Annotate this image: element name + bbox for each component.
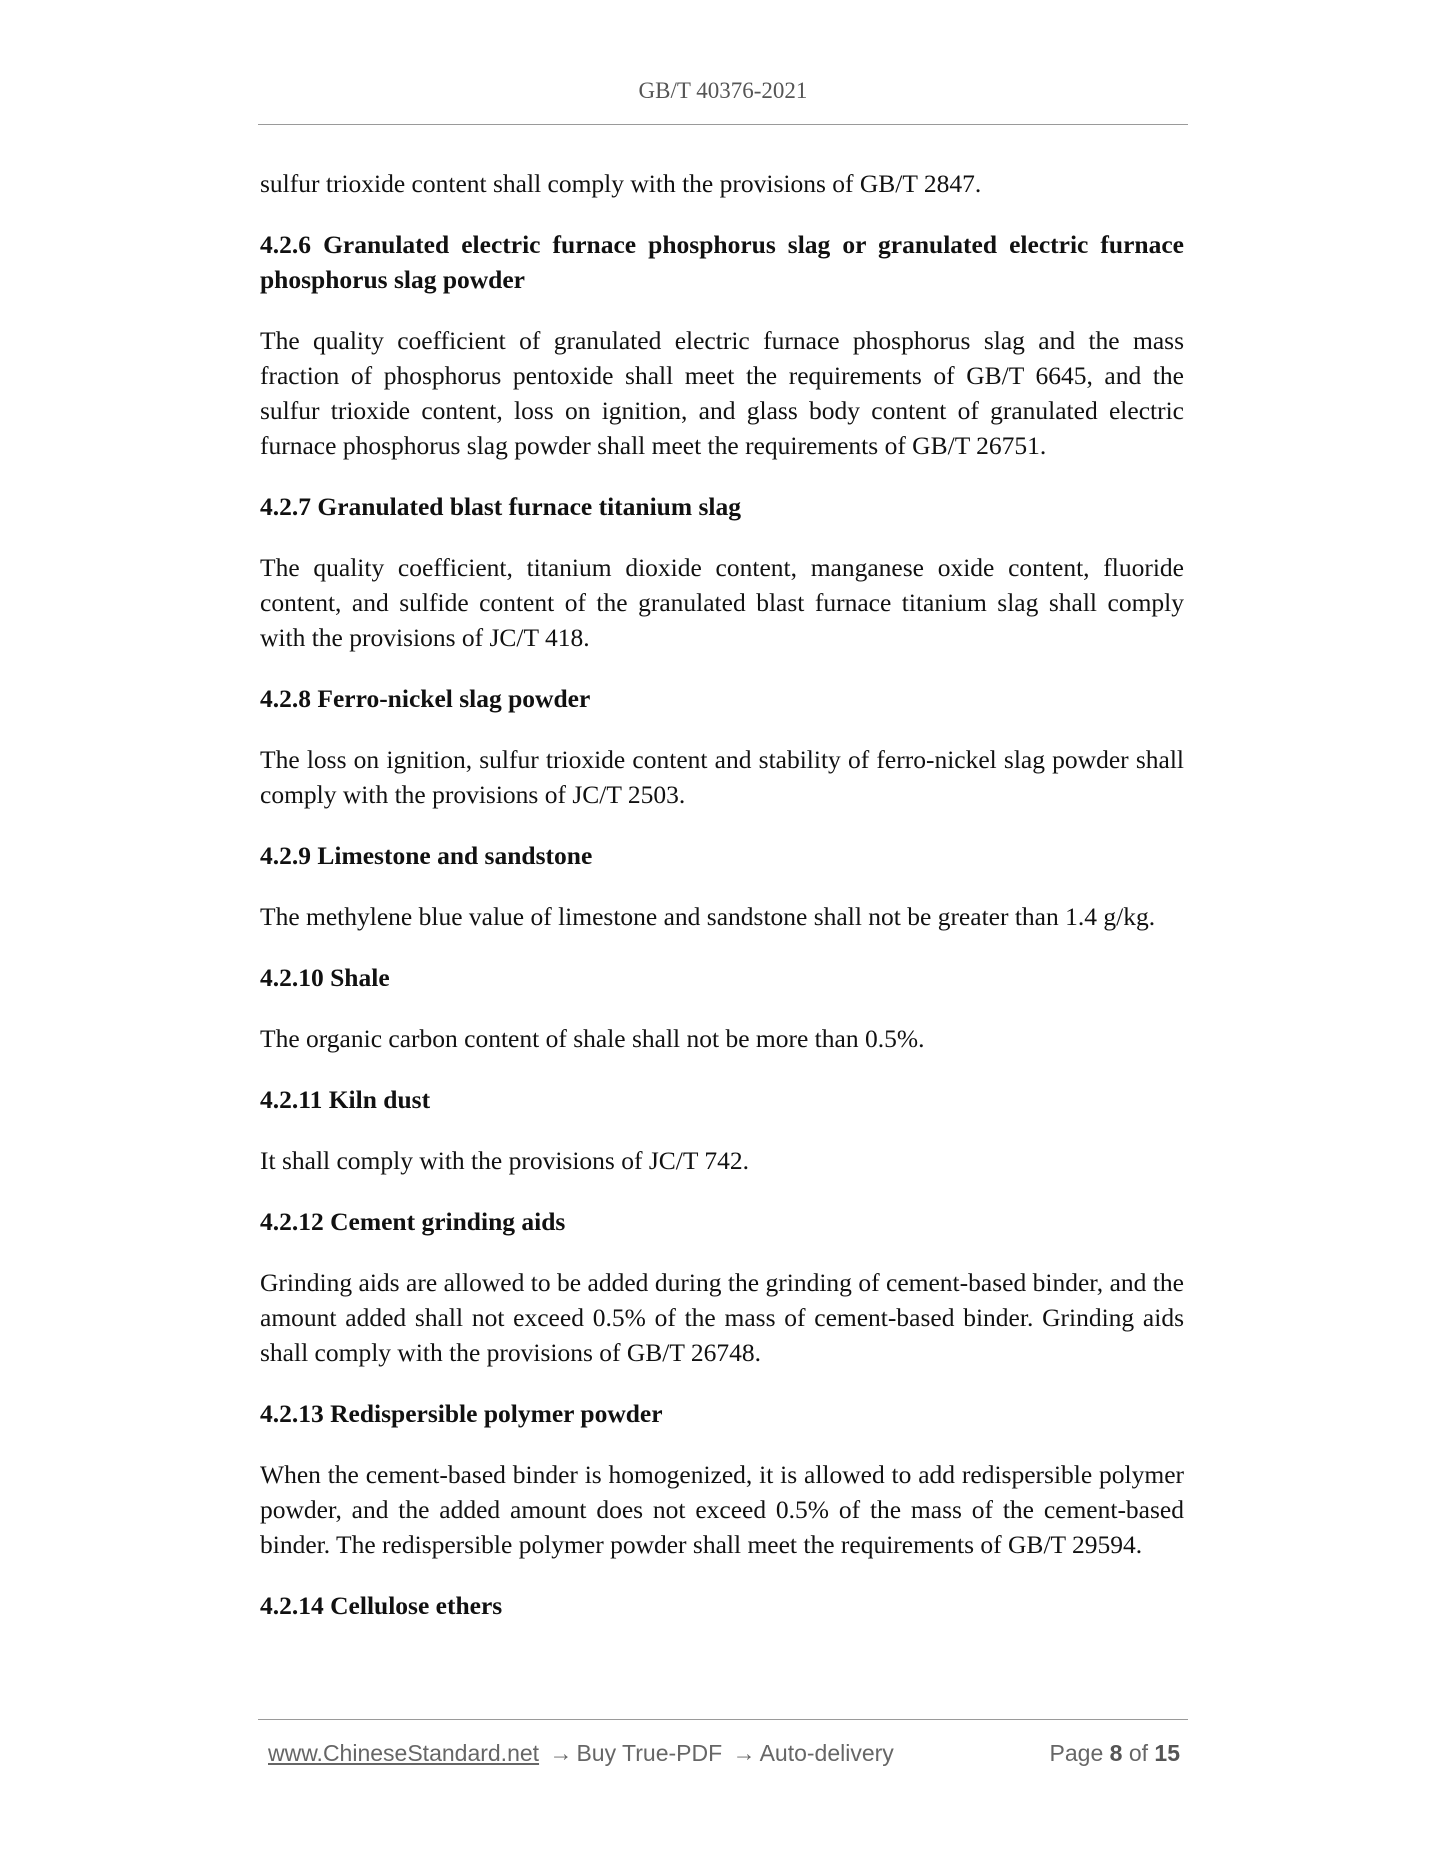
- section-heading-4-2-13: 4.2.13 Redispersible polymer powder: [260, 1399, 663, 1428]
- section-heading-4-2-7: 4.2.7 Granulated blast furnace titanium slag: [260, 492, 741, 521]
- section-text-4-2-13: When the cement-based binder is homogenized, it is allowed to add redispersible polymer powder, and the added amount does not exceed 0.5% of the mass of the cement-based binder. The redispersible polymer powder shall meet the requirements of GB/T 29594.: [260, 1460, 1184, 1559]
- section-text-4-2-9: The methylene blue value of limestone and sandstone shall not be greater than 1.4 g/kg.: [260, 902, 1156, 931]
- buy-pdf-text: Buy True-PDF: [576, 1740, 723, 1766]
- document-code-header: GB/T 40376-2021: [638, 78, 808, 103]
- page-total: 15: [1154, 1740, 1180, 1766]
- site-link[interactable]: www.ChineseStandard.net: [268, 1740, 540, 1766]
- section-heading-4-2-11: 4.2.11 Kiln dust: [260, 1085, 431, 1114]
- page-label: Page: [1049, 1740, 1104, 1766]
- section-text-4-2-11: It shall comply with the provisions of JC/T 742.: [260, 1146, 749, 1175]
- section-heading-4-2-6: 4.2.6 Granulated electric furnace phosphorus slag or granulated electric furnace phosphorus slag powder: [260, 230, 1184, 294]
- auto-delivery-text: Auto-delivery: [759, 1740, 894, 1766]
- section-heading-4-2-10: 4.2.10 Shale: [260, 963, 390, 992]
- page-footer: [268, 1740, 1180, 1767]
- arrow-right-icon: →: [549, 1740, 573, 1766]
- page-indicator: [1050, 1740, 1180, 1767]
- section-text-4-2-8: The loss on ignition, sulfur trioxide content and stability of ferro-nickel slag powder shall comply with the provisions of JC/T 2503.: [260, 745, 1184, 809]
- footer-divider: [258, 1719, 1188, 1720]
- section-text-4-2-6: The quality coefficient of granulated electric furnace phosphorus slag and the mass fraction of phosphorus pentoxide shall meet the requirements of GB/T 6645, and the sulfur trioxide content, loss on ignition, and glass body content of granulated electric furnace phosphorus slag powder shall meet the requirements of GB/T 26751.: [260, 326, 1184, 460]
- section-heading-4-2-8: 4.2.8 Ferro-nickel slag powder: [260, 684, 591, 713]
- section-heading-4-2-14: 4.2.14 Cellulose ethers: [260, 1591, 503, 1620]
- section-heading-4-2-9: 4.2.9 Limestone and sandstone: [260, 841, 593, 870]
- document-body: [260, 166, 1184, 1649]
- section-heading-4-2-12: 4.2.12 Cement grinding aids: [260, 1207, 566, 1236]
- arrow-right-icon: →: [732, 1740, 756, 1766]
- section-text-4-2-12: Grinding aids are allowed to be added during the grinding of cement-based binder, and the amount added shall not exceed 0.5% of the mass of cement-based binder. Grinding aids shall comply with the provisions of GB/T 26748.: [260, 1268, 1184, 1367]
- page-number: 8: [1109, 1740, 1123, 1766]
- of-label: of: [1128, 1740, 1149, 1766]
- intro-paragraph: sulfur trioxide content shall comply with the provisions of GB/T 2847.: [260, 169, 982, 198]
- header-divider: [258, 124, 1188, 125]
- section-text-4-2-10: The organic carbon content of shale shall not be more than 0.5%.: [260, 1024, 925, 1053]
- section-text-4-2-7: The quality coefficient, titanium dioxide content, manganese oxide content, fluoride content, and sulfide content of the granulated blast furnace titanium slag shall comply with the provisions of JC/T 418.: [260, 553, 1184, 652]
